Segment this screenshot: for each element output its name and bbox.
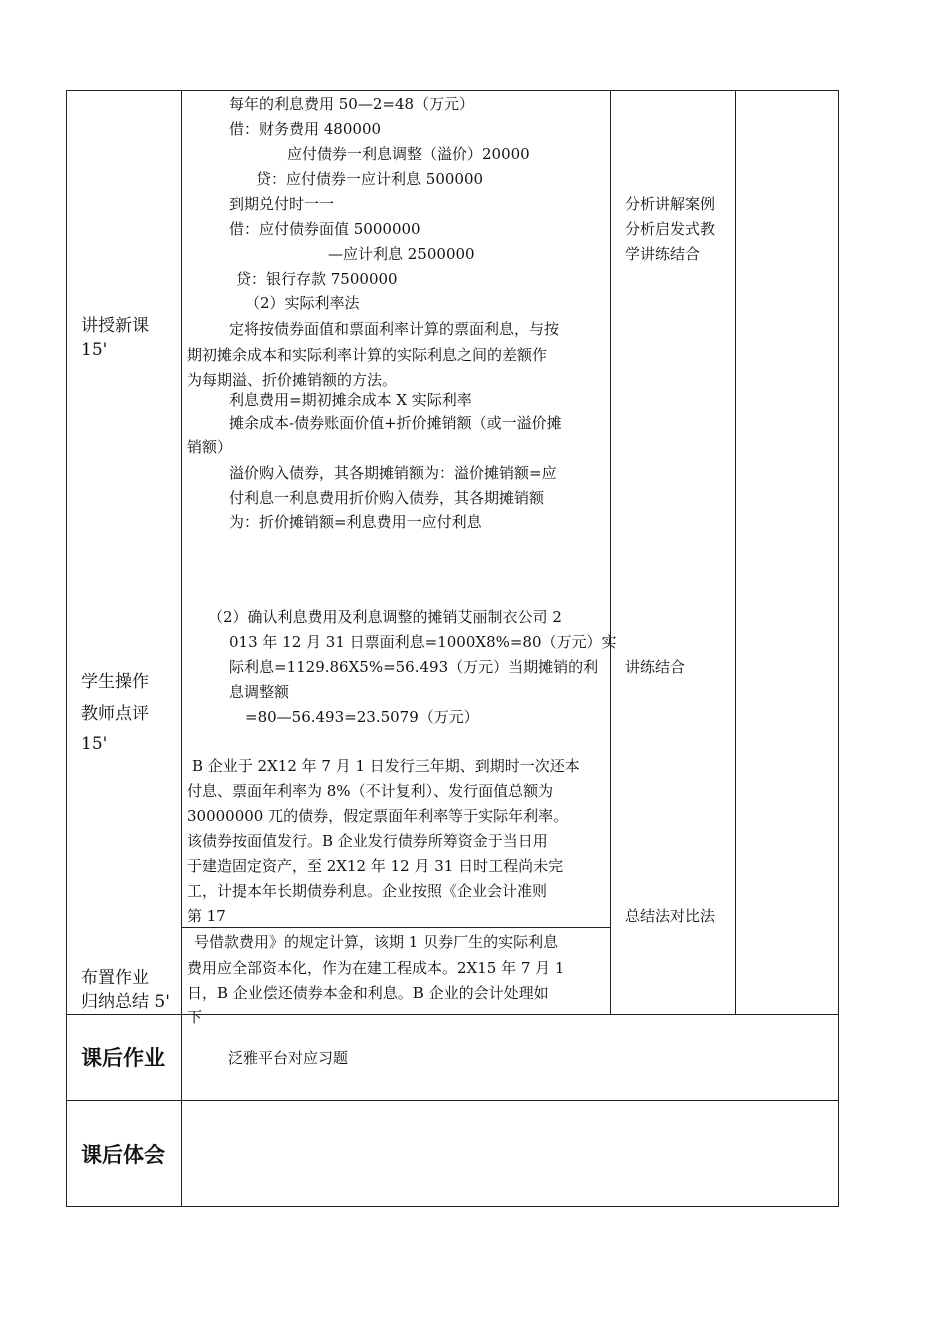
- label-new-lesson-time: 15': [81, 340, 108, 360]
- content-line: 为每期溢、折价摊销额的方法。: [187, 371, 398, 389]
- clipped-content-cell: [182, 928, 610, 1026]
- content-line: 销额）: [187, 438, 233, 456]
- content-line: 工，计提本年长期债券利息。企业按照《企业会计准则: [187, 882, 548, 900]
- content-line: 第 17: [187, 907, 226, 925]
- content-line: B 企业于 2X12 年 7 月 1 日发行三年期、到期时一次还本: [192, 757, 580, 775]
- content-line: =80—56.493=23.5079（万元）: [245, 708, 479, 726]
- row-divider-reflection: [66, 1100, 839, 1101]
- content-line: 际利息=1129.86X5%=56.493（万元）当期摊销的利: [229, 658, 599, 676]
- content-line: 于建造固定资产，至 2X12 年 12 月 31 日时工程尚未完: [187, 857, 564, 875]
- content-line: 付利息一利息费用折价购入债券，其各期摊销额: [229, 489, 545, 507]
- method-text: 分析讲解案例: [625, 195, 716, 213]
- content-line: 溢价购入债券，其各期摊销额为：溢价摊销额=应: [229, 464, 557, 482]
- method-text: 分析启发式教: [625, 220, 716, 238]
- method-text: 总结法对比法: [625, 907, 716, 925]
- label-student-op: 学生操作: [81, 672, 149, 692]
- content-line: 号借款费用》的规定计算，该期 1 贝券厂生的实际利息: [194, 933, 559, 951]
- content-line: 费用应全部资本化，作为在建工程成本。2X15 年 7 月 1: [187, 959, 565, 977]
- homework-label: 课后作业: [81, 1046, 165, 1070]
- content-line: 息调整额: [229, 683, 290, 701]
- content-line: 贷：银行存款 7500000: [236, 270, 398, 288]
- row-divider-homework: [66, 1014, 839, 1015]
- label-student-op-time: 15': [81, 734, 108, 754]
- table-border-top: [66, 90, 839, 91]
- column-divider-3: [735, 90, 736, 1014]
- content-line: 定将按债券面值和票面利率计算的票面利息，与按: [229, 320, 560, 338]
- content-line: （2）实际利率法: [245, 294, 360, 312]
- content-line: 每年的利息费用 50—2=48（万元）: [229, 95, 475, 113]
- content-line: 该债券按面值发行。B 企业发行债券所筹资金于当日用: [187, 832, 548, 850]
- content-line: —应计利息 2500000: [328, 245, 475, 263]
- content-line: （2）确认利息费用及利息调整的摊销艾丽制衣公司 2: [208, 608, 562, 626]
- content-line: 为：折价摊销额=利息费用一应付利息: [229, 513, 482, 531]
- method-text: 学讲练结合: [625, 245, 701, 263]
- column-divider-1: [181, 90, 182, 1207]
- content-line: 摊余成本-债券账面价值+折价摊销额（或一溢价摊: [229, 414, 562, 432]
- content-line: 贷：应付债券一应计利息 500000: [256, 170, 484, 188]
- content-line: 利息费用=期初摊余成本 X 实际利率: [229, 391, 472, 409]
- label-teacher-review: 教师点评: [81, 704, 149, 724]
- content-line: 下: [187, 1008, 203, 1026]
- content-line: 30000000 兀的债券，假定票面年利率等于实际年利率。: [187, 807, 569, 825]
- content-line: 借：应付债券面值 5000000: [229, 220, 421, 238]
- method-text: 讲练结合: [625, 658, 686, 676]
- table-border-left: [66, 90, 67, 1207]
- label-summary: 归纳总结 5': [81, 992, 170, 1012]
- table-border-bottom: [66, 1206, 839, 1207]
- content-line: 应付债券一利息调整（溢价）20000: [287, 145, 530, 163]
- content-line: 到期兑付时一一: [229, 195, 335, 213]
- reflection-label: 课后体会: [81, 1143, 165, 1167]
- column-divider-2: [610, 90, 611, 1014]
- content-line: 付息、票面年利率为 8%（不计复利）、发行面值总额为: [187, 782, 554, 800]
- table-border-right: [838, 90, 839, 1207]
- content-line: 日，B 企业偿还债券本金和利息。B 企业的会计处理如: [187, 984, 549, 1002]
- label-assignment: 布置作业: [81, 968, 149, 988]
- content-line: 借：财务费用 480000: [229, 120, 382, 138]
- content-line: 期初摊余成本和实际利率计算的实际利息之间的差额作: [187, 346, 548, 364]
- label-new-lesson: 讲授新课: [81, 316, 149, 336]
- homework-value: 泛雅平台对应习题: [228, 1049, 349, 1067]
- content-line: 013 年 12 月 31 日票面利息=1000X8%=80（万元）实: [229, 633, 617, 651]
